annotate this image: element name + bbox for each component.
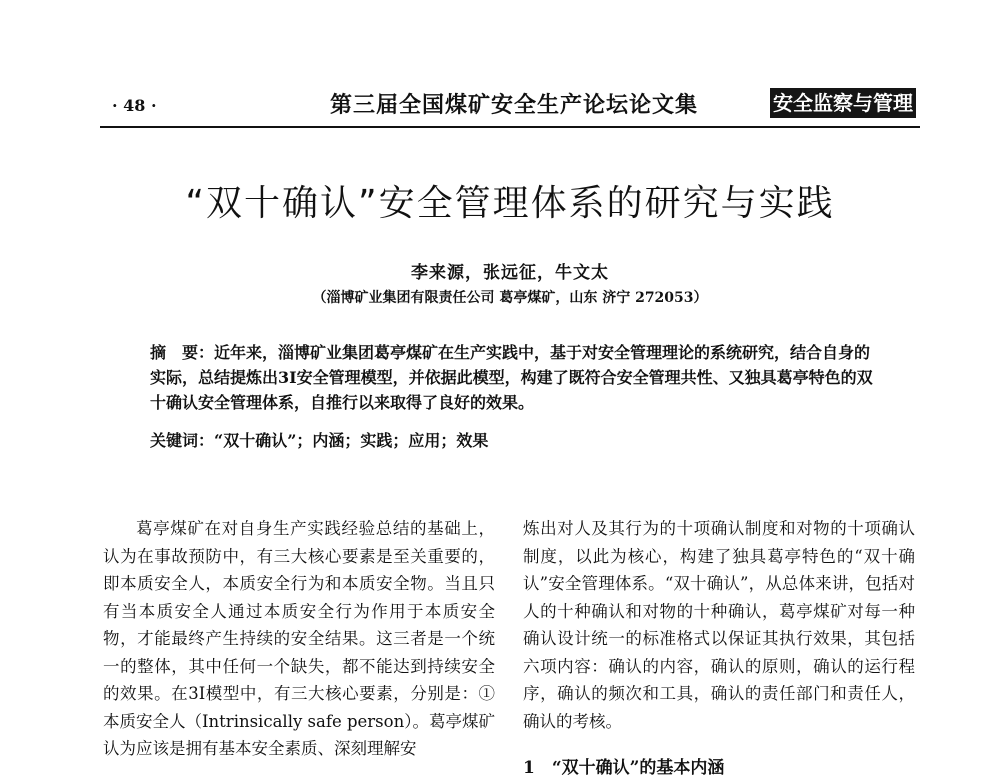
- journal-title: 第三届全国煤矿安全生产论坛论文集: [330, 93, 699, 118]
- body-left-column: [103, 515, 495, 763]
- right-column-paragraph: 炼出对人及其行为的十项确认制度和对物的十项确认制度，以此为核心，构建了独具葛亭特色的“双十确认”安全管理体系。“双十确认”，从总体来讲，包括对人的十种确认和对物的十种确认，葛亭煤矿对每一种确认设计统一的标准格式以保证其执行效果，其包括六项内容：确认的内容，确认的原则，确认的运行程序，确认的频次和工具，确认的责任部门和责任人，确认的考核。: [523, 519, 915, 731]
- page-header: [0, 0, 1000, 130]
- keywords: [150, 428, 880, 453]
- abstract-label: 摘 要：: [150, 343, 215, 362]
- section-tag: 安全监察与管理: [770, 88, 916, 118]
- body-right-column: [523, 515, 915, 783]
- abstract-text: 近年来，淄博矿业集团葛亭煤矿在生产实践中，基于对安全管理理论的系统研究，结合自身的实际，总结提炼出3I安全管理模型，并依据此模型，构建了既符合安全管理共性、又独具葛亭特色的双十确认安全管理体系，自推行以来取得了良好的效果。: [150, 343, 873, 412]
- article-title: “双十确认”安全管理体系的研究与实践: [185, 183, 835, 224]
- abstract: [150, 340, 880, 415]
- keywords-label: 关键词：: [150, 431, 215, 450]
- left-column-paragraph: 葛亭煤矿在对自身生产实践经验总结的基础上，认为在事故预防中，有三大核心要素是至关重要的，即本质安全人，本质安全行为和本质安全物。当且只有当本质安全人通过本质安全行为作用于本质安全物，才能最终产生持续的安全结果。这三者是一个统一的整体，其中任何一个缺失，都不能达到持续安全的效果。在3I模型中，有三大核心要素，分别是：①本质安全人（Intrinsically safe person）。葛亭煤矿认为应该是拥有基本安全素质、深刻理解安: [103, 519, 495, 758]
- article-authors: 李来源，张远征，牛文太: [411, 263, 609, 283]
- article-affiliation: （淄博矿业集团有限责任公司 葛亭煤矿，山东 济宁 272053）: [312, 290, 708, 306]
- header-rule: [100, 126, 920, 128]
- section-heading: 1 “双十确认”的基本内涵: [523, 758, 725, 778]
- keywords-text: “双十确认”；内涵；实践；应用；效果: [214, 431, 489, 450]
- page-number: · 48 ·: [112, 96, 157, 115]
